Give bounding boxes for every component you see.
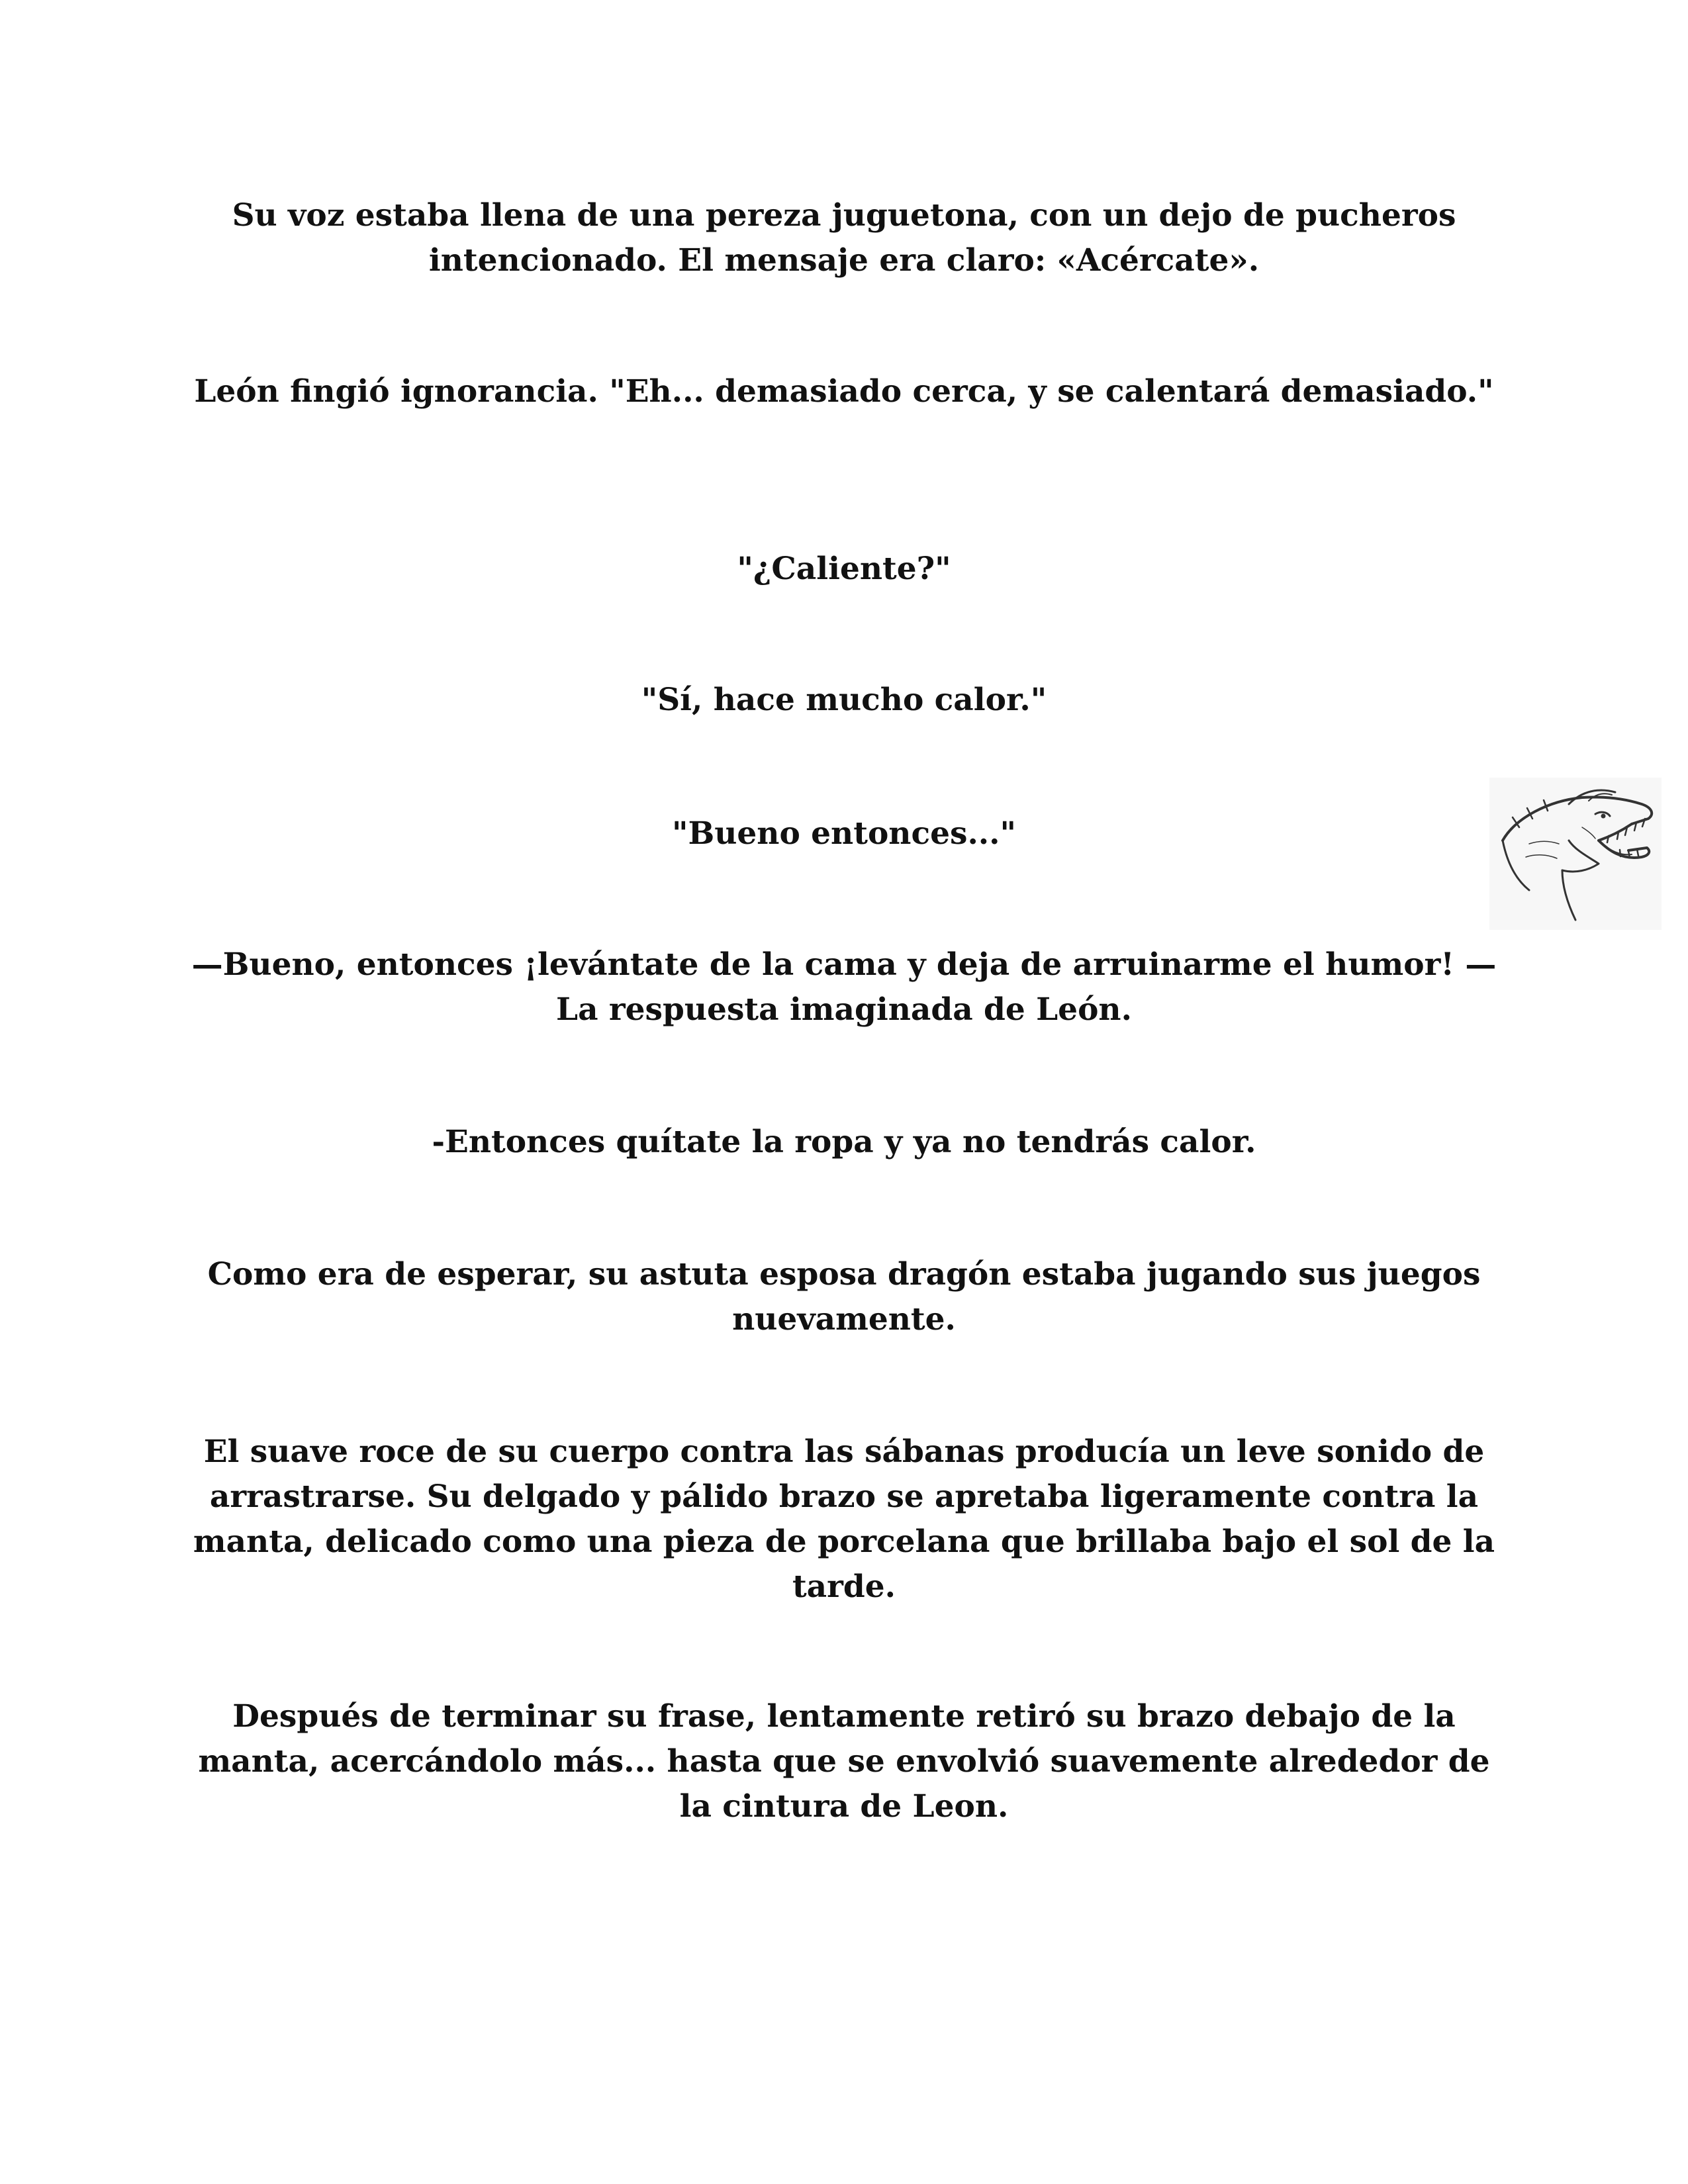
dragon-head-sketch-icon: [1489, 778, 1662, 930]
paragraph-4: "Sí, hace mucho calor.": [641, 682, 1047, 718]
paragraph-1: Su voz estaba llena de una pereza juguetona, con un dejo de pucheros intencionado. El mensaje era claro: «Acércate».: [232, 197, 1456, 279]
paragraph-10: Después de terminar su frase, lentamente retiró su brazo debajo de la manta, acercándolo más... hasta que se envolvió suavemente alrededor de la cintura de Leon.: [198, 1698, 1490, 1825]
paragraph-9: El suave roce de su cuerpo contra las sábanas producía un leve sonido de arrastrarse. Su delgado y pálido brazo se apretaba ligeramente contra la manta, delicado como una pieza de porcelana que brillaba bajo el sol de la tarde.: [193, 1433, 1495, 1605]
paragraph-5: "Bueno entonces...": [671, 815, 1017, 852]
paragraph-2: León fingió ignorancia. "Eh... demasiado cerca, y se calentará demasiado.": [194, 373, 1494, 410]
paragraph-3: "¿Caliente?": [737, 551, 951, 587]
paragraph-6: —Bueno, entonces ¡levántate de la cama y deja de arruinarme el humor! —La respuesta imaginada de León.: [191, 946, 1497, 1028]
paragraph-8: Como era de esperar, su astuta esposa dragón estaba jugando sus juegos nuevamente.: [207, 1256, 1481, 1338]
paragraph-7: -Entonces quítate la ropa y ya no tendrás calor.: [432, 1124, 1256, 1160]
